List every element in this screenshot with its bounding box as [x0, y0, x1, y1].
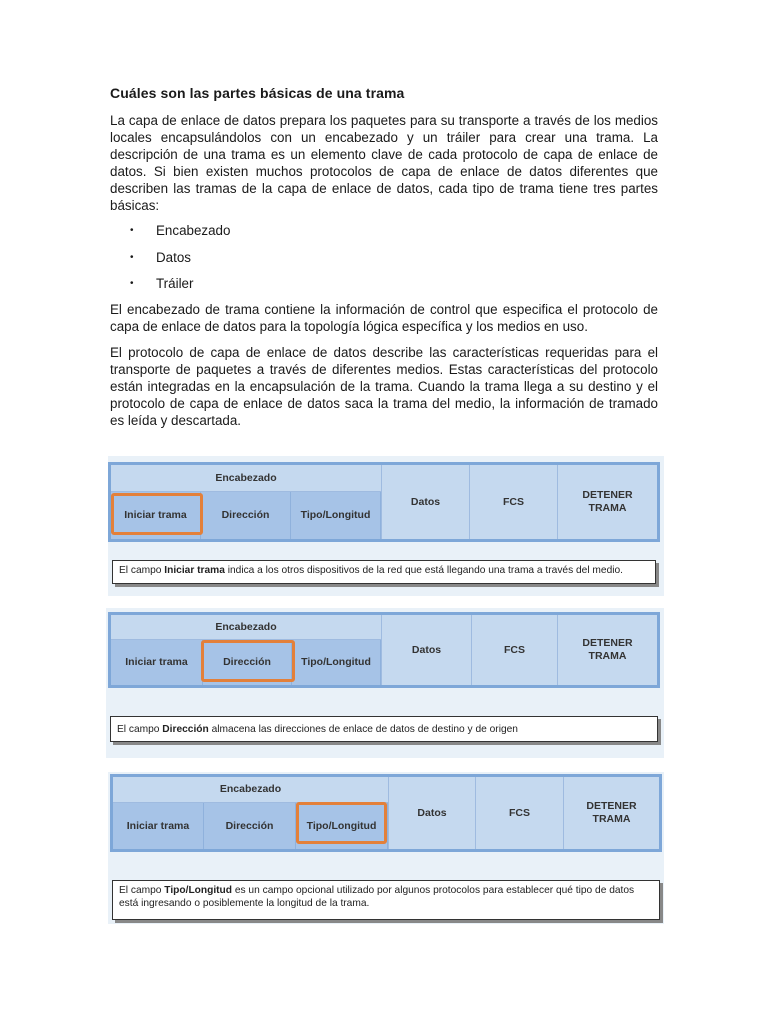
protocol-paragraph: El protocolo de capa de enlace de datos describe las características requeridas para el transporte de paquetes a través de diferentes medios. Estas características del protocolo están integradas en la encapsulación de la trama. Cuando la trama llega a su destino y el protocolo de capa de enlace de datos saca la trama del medio, la información de tramado es leída y descartada. [110, 345, 658, 428]
start-highlight [111, 493, 203, 535]
type-field: Tipo/Longitud [292, 640, 381, 685]
list-item: • Tráiler [130, 275, 230, 302]
stop-field: DETENER TRAMA [563, 777, 659, 849]
list-item: • Datos [130, 249, 230, 276]
start-field: Iniciar trama [111, 492, 201, 539]
frame-diagram-address [106, 608, 664, 758]
header-label: Encabezado [113, 777, 388, 803]
address-field: Dirección [201, 492, 291, 539]
type-highlight [296, 802, 387, 844]
address-caption: El campo Dirección almacena las direcciones de enlace de datos de destino y de origen [110, 716, 658, 742]
type-field: Tipo/Longitud [296, 803, 388, 849]
address-field: Dirección [204, 803, 296, 849]
data-field: Datos [381, 465, 469, 539]
intro-paragraph: La capa de enlace de datos prepara los paquetes para su transporte a través de los medios locales encapsulándolos con un encabezado y un tráiler para crear una trama. La descripción de una trama es un elemento clave de cada protocolo de capa de enlace de datos. Si bien existen muchos protocolos de capa de enlace de datos diferentes que describen las tramas de la capa de enlace de datos, cada tipo de trama tiene tres partes básicas: [110, 113, 658, 213]
start-caption: El campo Iniciar trama indica a los otros dispositivos de la red que está llegando una trama a través del medio. [112, 560, 656, 584]
start-field: Iniciar trama [111, 640, 203, 685]
header-paragraph: El encabezado de trama contiene la información de control que especifica el protocolo de capa de enlace de datos para la topología lógica específica y los medios en uso. [110, 302, 658, 334]
page-title: Cuáles son las partes básicas de una trama [110, 85, 405, 101]
fcs-field: FCS [471, 615, 557, 685]
bullet-icon: • [130, 278, 134, 289]
list-item: • Encabezado [130, 222, 230, 249]
type-field: Tipo/Longitud [291, 492, 381, 539]
bullet-icon: • [130, 225, 134, 236]
address-field: Dirección [203, 640, 292, 685]
address-highlight [201, 640, 295, 682]
fcs-field: FCS [469, 465, 557, 539]
fcs-field: FCS [475, 777, 563, 849]
frame-diagram-start [108, 456, 664, 596]
stop-field: DETENER TRAMA [557, 465, 657, 539]
bullet-icon: • [130, 251, 134, 263]
data-field: Datos [381, 615, 471, 685]
start-field: Iniciar trama [113, 803, 204, 849]
stop-field: DETENER TRAMA [557, 615, 657, 685]
data-field: Datos [388, 777, 475, 849]
frame-diagram-type [108, 772, 664, 924]
type-caption: El campo Tipo/Longitud es un campo opcional utilizado por algunos protocolos para establecer qué tipo de datos está ingresando o posiblemente la longitud de la trama. [112, 880, 660, 920]
header-label: Encabezado [111, 615, 381, 640]
header-label: Encabezado [111, 465, 381, 492]
frame-parts-list [130, 222, 230, 302]
